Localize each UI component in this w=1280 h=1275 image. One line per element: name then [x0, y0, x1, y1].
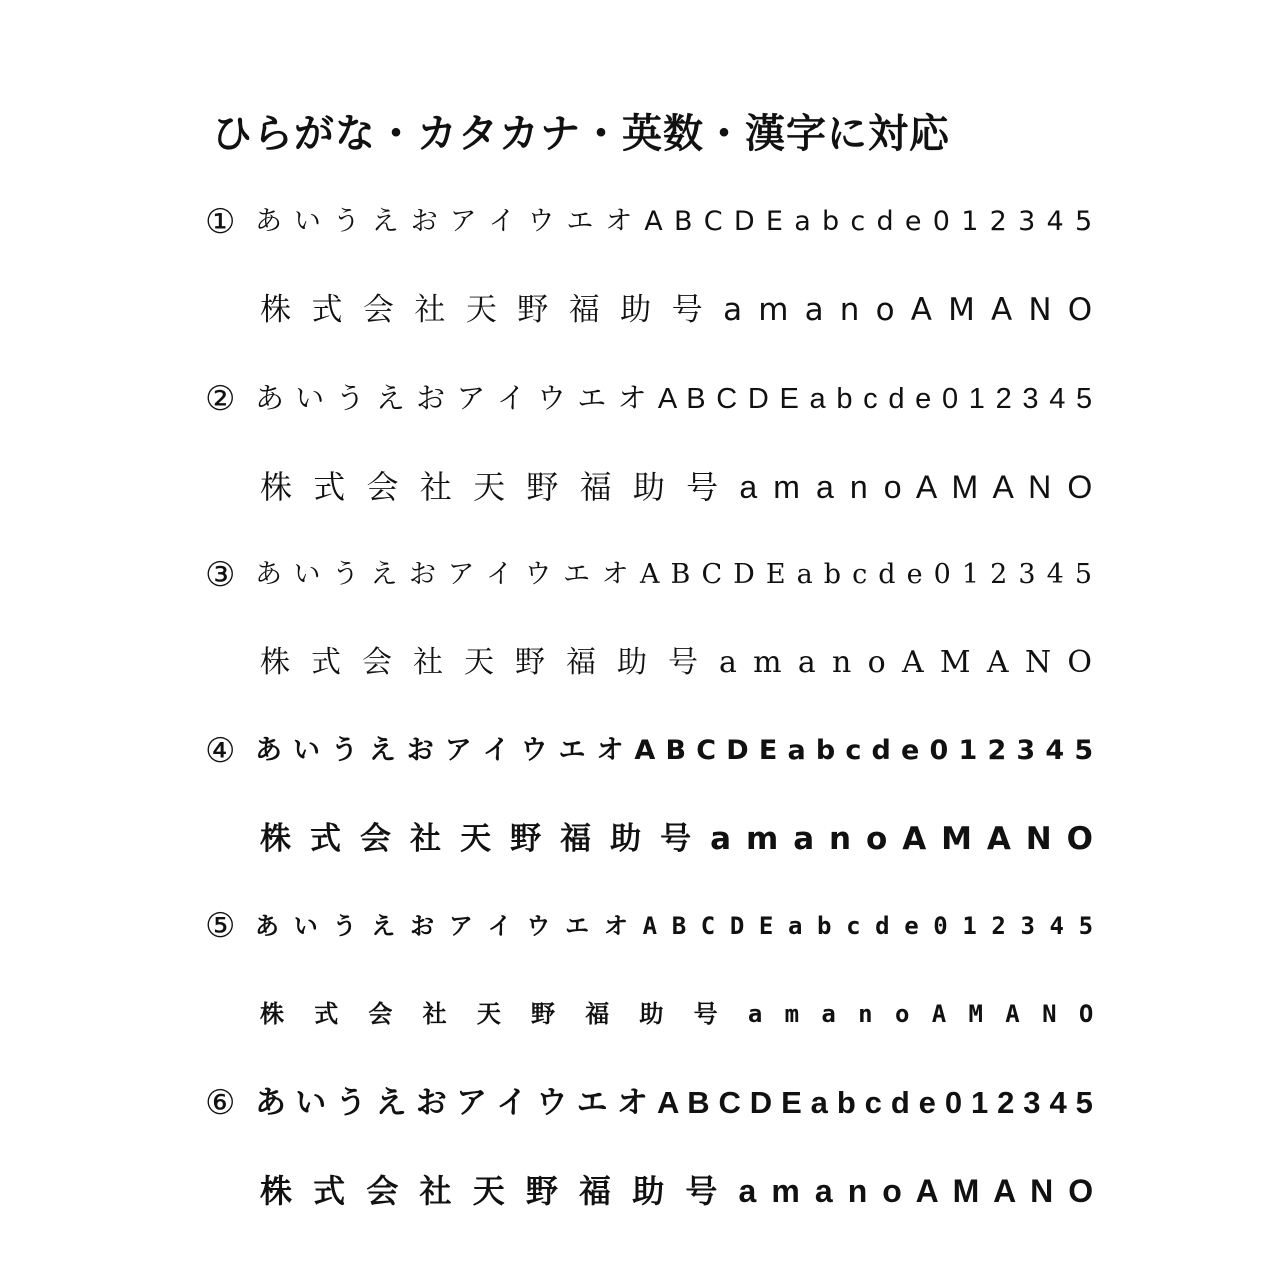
sample-text-line2: 株 式 会 社 天 野 福 助 号 a m a n o A M A N O — [260, 292, 1094, 328]
page-title: ひらがな・カタカナ・英数・漢字に対応 — [212, 110, 950, 157]
sample-text-line2: 株 式 会 社 天 野 福 助 号 a m a n o A M A N O — [260, 469, 1094, 505]
sample-text-line2: 株 式 会 社 天 野 福 助 号 a m a n o A M A N O — [260, 645, 1093, 680]
font-sample-1 — [205, 196, 1095, 372]
sample-text-line1: あ い う え お ア イ ウ エ オ A B C D E a b c d e 0 1 2 3 4 5 — [255, 559, 1094, 590]
sample-text-line2: 株 式 会 社 天 野 福 助 号 a m a n o A M A N O — [260, 1173, 1094, 1209]
sample-number: ⑤ — [205, 906, 236, 946]
sample-text-line1: あ い う え お ア イ ウ エ オ A B C D E a b c d e 0 1 2 3 4 5 — [255, 735, 1094, 766]
sample-text-line2: 株 式 会 社 天 野 福 助 号 a m a n o A M A N O — [260, 821, 1094, 857]
font-sample-5 — [205, 900, 1095, 1076]
font-sample-2 — [205, 373, 1095, 549]
font-sample-6 — [205, 1077, 1095, 1253]
sample-text-line1: あ い う え お ア イ ウ エ オ A B C D E a b c d e 0 1 2 3 4 5 — [255, 383, 1094, 415]
sample-text-line1: あ い う え お ア イ ウ エ オ A B C D E a b c d e 0 1 2 3 4 5 — [255, 206, 1094, 237]
sample-text-line2: 株 式 会 社 天 野 福 助 号 a m a n o A M A N O — [260, 1000, 1094, 1028]
sample-number: ① — [205, 202, 236, 242]
sample-text-line1: あ い う え お ア イ ウ エ オ A B C D E a b c d e 0 1 2 3 4 5 — [255, 912, 1094, 940]
font-sample-4 — [205, 725, 1095, 901]
sample-number: ⑥ — [205, 1083, 236, 1123]
sample-number: ④ — [205, 731, 236, 771]
sample-number: ③ — [205, 555, 236, 595]
sample-text-line1: あ い う え お ア イ ウ エ オ A B C D E a b c d e 0 1 2 3 4 5 — [255, 1085, 1093, 1120]
sample-number: ② — [205, 379, 236, 419]
font-sample-3 — [205, 549, 1095, 725]
